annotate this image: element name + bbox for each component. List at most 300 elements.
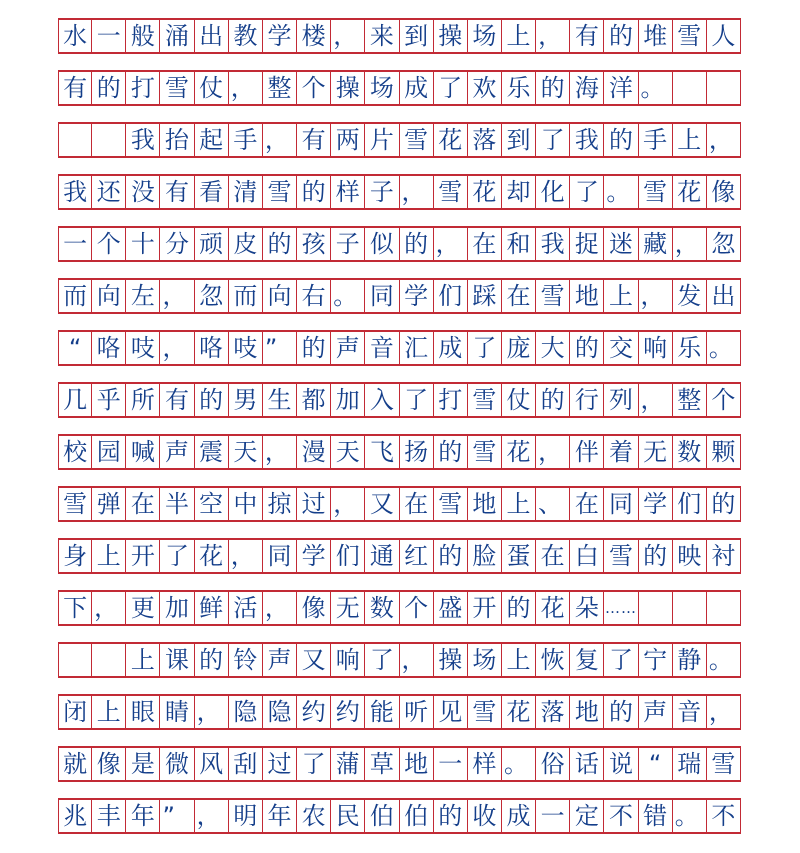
grid-cell: 脸: [468, 540, 502, 572]
grid-cell: 雪: [58, 488, 92, 520]
grid-cell: 伯: [365, 800, 399, 832]
grid-cell: ”: [160, 800, 194, 832]
grid-cell: 着: [604, 436, 638, 468]
grid-cell: 的: [570, 332, 604, 364]
grid-cell: 花: [195, 540, 229, 572]
grid-cell: 学: [400, 280, 434, 312]
grid-row: [58, 278, 741, 314]
grid-cell: 过: [297, 488, 331, 520]
grid-cell: ，: [331, 20, 365, 52]
grid-row: [58, 434, 741, 470]
grid-cell: 而: [58, 280, 92, 312]
grid-cell: 藏: [639, 228, 673, 260]
grid-cell: 而: [229, 280, 263, 312]
grid-cell: 的: [536, 72, 570, 104]
grid-cell: 我: [126, 124, 160, 156]
grid-cell: 的: [604, 20, 638, 52]
grid-cell: 左: [126, 280, 160, 312]
grid-cell: 在: [126, 488, 160, 520]
grid-cell: 过: [263, 748, 297, 780]
grid-cell: 了: [604, 644, 638, 676]
composition-sheet: [58, 0, 741, 853]
grid-cell: 喊: [126, 436, 160, 468]
grid-cell: 。: [502, 748, 536, 780]
grid-cell: 的: [92, 72, 126, 104]
grid-cell: 有: [160, 176, 194, 208]
grid-cell: 瑞: [673, 748, 707, 780]
grid-cell: 白: [570, 540, 604, 572]
grid-cell: 到: [502, 124, 536, 156]
grid-cell: 天: [331, 436, 365, 468]
grid-cell: 伯: [400, 800, 434, 832]
grid-cell: 蛋: [502, 540, 536, 572]
grid-cell: 了: [400, 384, 434, 416]
grid-cell: 。: [707, 332, 741, 364]
grid-row: [58, 538, 741, 574]
grid-cell: 明: [229, 800, 263, 832]
grid-cell: [707, 72, 741, 104]
grid-cell: 我: [58, 176, 92, 208]
grid-cell: 地: [468, 488, 502, 520]
grid-cell: 中: [229, 488, 263, 520]
grid-cell: 落: [468, 124, 502, 156]
grid-cell: 约: [297, 696, 331, 728]
grid-cell: 校: [58, 436, 92, 468]
grid-cell: 闭: [58, 696, 92, 728]
grid-cell: 向: [92, 280, 126, 312]
grid-cell: 不: [604, 800, 638, 832]
grid-cell: 学: [297, 540, 331, 572]
grid-cell: 映: [673, 540, 707, 572]
grid-cell: 微: [160, 748, 194, 780]
grid-cell: 操: [331, 72, 365, 104]
grid-cell: 不: [707, 800, 741, 832]
grid-cell: ”: [263, 332, 297, 364]
grid-cell: 吱: [229, 332, 263, 364]
grid-row: [58, 642, 741, 678]
grid-cell: 花: [502, 436, 536, 468]
grid-cell: ，: [400, 644, 434, 676]
grid-cell: ，: [434, 228, 468, 260]
grid-cell: 听: [400, 696, 434, 728]
grid-cell: 一: [434, 748, 468, 780]
grid-cell: 花: [434, 124, 468, 156]
grid-row: [58, 122, 741, 158]
grid-cell: [92, 124, 126, 156]
grid-cell: 的: [604, 124, 638, 156]
grid-cell: 天: [229, 436, 263, 468]
grid-row: [58, 746, 741, 782]
grid-cell: 上: [502, 20, 536, 52]
grid-cell: 扬: [400, 436, 434, 468]
grid-cell: 有: [160, 384, 194, 416]
grid-cell: 雪: [160, 72, 194, 104]
grid-cell: 俗: [536, 748, 570, 780]
grid-cell: 没: [126, 176, 160, 208]
grid-cell: 了: [468, 332, 502, 364]
grid-cell: 汇: [400, 332, 434, 364]
grid-cell: 成: [502, 800, 536, 832]
grid-cell: 迷: [604, 228, 638, 260]
grid-cell: 交: [604, 332, 638, 364]
grid-cell: 还: [92, 176, 126, 208]
grid-cell: 静: [673, 644, 707, 676]
grid-cell: 民: [331, 800, 365, 832]
grid-cell: 震: [195, 436, 229, 468]
grid-cell: 数: [365, 592, 399, 624]
grid-cell: “: [639, 748, 673, 780]
grid-cell: 红: [400, 540, 434, 572]
grid-cell: 雪: [400, 124, 434, 156]
grid-cell: ，: [263, 436, 297, 468]
grid-cell: 个: [400, 592, 434, 624]
grid-cell: 乐: [502, 72, 536, 104]
grid-cell: 有: [58, 72, 92, 104]
grid-cell: ，: [160, 280, 194, 312]
grid-cell: 样: [468, 748, 502, 780]
grid-cell: 列: [604, 384, 638, 416]
grid-cell: 来: [365, 20, 399, 52]
grid-cell: 活: [229, 592, 263, 624]
grid-cell: 忽: [195, 280, 229, 312]
grid-cell: 宁: [639, 644, 673, 676]
grid-cell: 所: [126, 384, 160, 416]
grid-cell: 隐: [229, 696, 263, 728]
grid-cell: 场: [468, 644, 502, 676]
grid-cell: 出: [195, 20, 229, 52]
grid-cell: 上: [502, 488, 536, 520]
grid-cell: 上: [126, 644, 160, 676]
grid-cell: 在: [468, 228, 502, 260]
grid-cell: 花: [536, 592, 570, 624]
grid-row: [58, 486, 741, 522]
grid-cell: 的: [400, 228, 434, 260]
grid-cell: 就: [58, 748, 92, 780]
grid-cell: 像: [707, 176, 741, 208]
grid-cell: 上: [92, 540, 126, 572]
grid-cell: ，: [195, 800, 229, 832]
grid-cell: ，: [536, 20, 570, 52]
grid-cell: 漫: [297, 436, 331, 468]
grid-cell: 子: [365, 176, 399, 208]
grid-cell: 盛: [434, 592, 468, 624]
grid-cell: 两: [331, 124, 365, 156]
grid-cell: 开: [126, 540, 160, 572]
grid-cell: [673, 592, 707, 624]
grid-cell: 音: [365, 332, 399, 364]
grid-cell: 说: [604, 748, 638, 780]
grid-cell: 上: [502, 644, 536, 676]
grid-cell: 学: [639, 488, 673, 520]
grid-cell: 成: [400, 72, 434, 104]
grid-cell: 化: [536, 176, 570, 208]
grid-cell: 又: [297, 644, 331, 676]
grid-cell: 颗: [707, 436, 741, 468]
grid-cell: 雪: [434, 176, 468, 208]
grid-cell: “: [58, 332, 92, 364]
grid-cell: 踩: [468, 280, 502, 312]
grid-cell: ……: [604, 592, 638, 624]
grid-cell: 铃: [229, 644, 263, 676]
grid-cell: 有: [570, 20, 604, 52]
grid-cell: 忽: [707, 228, 741, 260]
grid-cell: ，: [263, 124, 297, 156]
grid-cell: 仗: [195, 72, 229, 104]
grid-cell: 无: [331, 592, 365, 624]
grid-cell: 雪: [468, 384, 502, 416]
grid-cell: 操: [434, 20, 468, 52]
grid-row: [58, 226, 741, 262]
grid-cell: [707, 592, 741, 624]
grid-cell: 分: [160, 228, 194, 260]
grid-cell: 声: [160, 436, 194, 468]
grid-cell: 又: [365, 488, 399, 520]
grid-cell: 朵: [570, 592, 604, 624]
grid-cell: 雪: [639, 176, 673, 208]
grid-cell: 乐: [673, 332, 707, 364]
grid-cell: 风: [195, 748, 229, 780]
grid-cell: 声: [639, 696, 673, 728]
grid-cell: 收: [468, 800, 502, 832]
grid-cell: [639, 592, 673, 624]
grid-row: [58, 18, 741, 54]
grid-cell: 洋: [604, 72, 638, 104]
grid-cell: 响: [639, 332, 673, 364]
grid-cell: 雪: [468, 436, 502, 468]
grid-cell: 皮: [229, 228, 263, 260]
grid-cell: 个: [707, 384, 741, 416]
grid-cell: 的: [297, 332, 331, 364]
grid-cell: 地: [570, 696, 604, 728]
grid-cell: 顽: [195, 228, 229, 260]
grid-cell: 响: [331, 644, 365, 676]
grid-cell: 身: [58, 540, 92, 572]
grid-cell: 行: [570, 384, 604, 416]
grid-cell: 鲜: [195, 592, 229, 624]
grid-cell: 了: [536, 124, 570, 156]
grid-cell: 声: [331, 332, 365, 364]
grid-cell: 起: [195, 124, 229, 156]
grid-cell: 雪: [536, 280, 570, 312]
grid-cell: 堆: [639, 20, 673, 52]
grid-cell: 雪: [434, 488, 468, 520]
grid-cell: 同: [263, 540, 297, 572]
grid-cell: 丰: [92, 800, 126, 832]
grid-row: [58, 70, 741, 106]
grid-cell: 花: [673, 176, 707, 208]
grid-cell: 我: [536, 228, 570, 260]
grid-cell: 片: [365, 124, 399, 156]
grid-cell: 涌: [160, 20, 194, 52]
grid-cell: 。: [707, 644, 741, 676]
grid-cell: 我: [570, 124, 604, 156]
grid-cell: 在: [502, 280, 536, 312]
grid-row: [58, 330, 741, 366]
grid-cell: 在: [400, 488, 434, 520]
grid-cell: 几: [58, 384, 92, 416]
grid-cell: 咯: [195, 332, 229, 364]
grid-cell: 了: [160, 540, 194, 572]
grid-cell: 飞: [365, 436, 399, 468]
grid-cell: 雪: [673, 20, 707, 52]
grid-cell: 欢: [468, 72, 502, 104]
grid-cell: ，: [92, 592, 126, 624]
grid-cell: 定: [570, 800, 604, 832]
grid-cell: 乎: [92, 384, 126, 416]
grid-cell: 花: [502, 696, 536, 728]
grid-cell: 入: [365, 384, 399, 416]
grid-cell: 吱: [126, 332, 160, 364]
grid-cell: 。: [604, 176, 638, 208]
grid-cell: 数: [673, 436, 707, 468]
grid-cell: 庞: [502, 332, 536, 364]
grid-cell: 向: [263, 280, 297, 312]
grid-cell: 加: [331, 384, 365, 416]
grid-cell: 见: [434, 696, 468, 728]
grid-cell: 了: [297, 748, 331, 780]
grid-cell: 像: [297, 592, 331, 624]
grid-cell: ，: [229, 72, 263, 104]
grid-cell: 无: [639, 436, 673, 468]
grid-cell: 却: [502, 176, 536, 208]
grid-cell: 大: [536, 332, 570, 364]
grid-cell: ，: [639, 384, 673, 416]
grid-cell: 通: [365, 540, 399, 572]
grid-cell: 打: [126, 72, 160, 104]
grid-cell: 是: [126, 748, 160, 780]
grid-cell: 开: [468, 592, 502, 624]
grid-cell: 同: [604, 488, 638, 520]
grid-cell: 的: [195, 384, 229, 416]
grid-cell: 加: [160, 592, 194, 624]
grid-row: [58, 174, 741, 210]
grid-cell: 半: [160, 488, 194, 520]
grid-cell: [673, 72, 707, 104]
grid-cell: 都: [297, 384, 331, 416]
grid-cell: 个: [297, 72, 331, 104]
grid-cell: 伴: [570, 436, 604, 468]
grid-cell: [92, 644, 126, 676]
grid-cell: [58, 124, 92, 156]
grid-cell: 样: [331, 176, 365, 208]
grid-cell: 农: [297, 800, 331, 832]
grid-cell: 园: [92, 436, 126, 468]
grid-cell: 在: [536, 540, 570, 572]
grid-cell: ，: [673, 228, 707, 260]
grid-cell: 复: [570, 644, 604, 676]
grid-cell: 十: [126, 228, 160, 260]
grid-cell: 个: [92, 228, 126, 260]
grid-cell: ，: [229, 540, 263, 572]
grid-cell: ，: [400, 176, 434, 208]
grid-cell: 的: [195, 644, 229, 676]
grid-cell: 更: [126, 592, 160, 624]
grid-cell: 有: [297, 124, 331, 156]
grid-cell: 像: [92, 748, 126, 780]
grid-cell: 一: [58, 228, 92, 260]
grid-cell: 孩: [297, 228, 331, 260]
grid-cell: 下: [58, 592, 92, 624]
grid-cell: 似: [365, 228, 399, 260]
grid-cell: 场: [468, 20, 502, 52]
grid-cell: 抬: [160, 124, 194, 156]
grid-cell: 看: [195, 176, 229, 208]
grid-cell: 出: [707, 280, 741, 312]
grid-cell: 右: [297, 280, 331, 312]
grid-cell: 落: [536, 696, 570, 728]
grid-cell: 上: [673, 124, 707, 156]
grid-cell: 的: [536, 384, 570, 416]
grid-cell: 海: [570, 72, 604, 104]
grid-cell: 子: [331, 228, 365, 260]
grid-cell: 生: [263, 384, 297, 416]
grid-cell: 的: [502, 592, 536, 624]
grid-cell: 一: [536, 800, 570, 832]
grid-cell: 场: [365, 72, 399, 104]
grid-cell: 年: [126, 800, 160, 832]
grid-cell: 花: [468, 176, 502, 208]
grid-cell: 约: [331, 696, 365, 728]
grid-cell: 恢: [536, 644, 570, 676]
grid-cell: 空: [195, 488, 229, 520]
grid-cell: 到: [400, 20, 434, 52]
grid-cell: 手: [639, 124, 673, 156]
grid-cell: 成: [434, 332, 468, 364]
grid-cell: 。: [639, 72, 673, 104]
grid-row: [58, 382, 741, 418]
grid-cell: ，: [639, 280, 673, 312]
grid-cell: 雪: [604, 540, 638, 572]
grid-cell: 仗: [502, 384, 536, 416]
grid-cell: 睛: [160, 696, 194, 728]
grid-cell: 草: [365, 748, 399, 780]
grid-cell: 课: [160, 644, 194, 676]
grid-cell: 能: [365, 696, 399, 728]
grid-cell: ，: [263, 592, 297, 624]
grid-row: [58, 694, 741, 730]
grid-cell: 错: [639, 800, 673, 832]
grid-cell: 上: [604, 280, 638, 312]
grid-cell: 男: [229, 384, 263, 416]
grid-cell: 话: [570, 748, 604, 780]
grid-cell: 声: [263, 644, 297, 676]
grid-cell: 在: [570, 488, 604, 520]
grid-cell: 雪: [707, 748, 741, 780]
grid-cell: 一: [92, 20, 126, 52]
grid-cell: 的: [604, 696, 638, 728]
grid-cell: ，: [536, 436, 570, 468]
grid-cell: 音: [673, 696, 707, 728]
grid-cell: 蒲: [331, 748, 365, 780]
grid-cell: 发: [673, 280, 707, 312]
grid-cell: 整: [263, 72, 297, 104]
grid-cell: 兆: [58, 800, 92, 832]
grid-cell: 们: [434, 280, 468, 312]
grid-cell: 们: [331, 540, 365, 572]
grid-cell: 操: [434, 644, 468, 676]
grid-cell: 掠: [263, 488, 297, 520]
grid-cell: 的: [434, 436, 468, 468]
grid-cell: ，: [160, 332, 194, 364]
grid-cell: 。: [673, 800, 707, 832]
grid-cell: 咯: [92, 332, 126, 364]
grid-cell: ，: [195, 696, 229, 728]
grid-cell: 般: [126, 20, 160, 52]
grid-cell: 雪: [468, 696, 502, 728]
grid-row: [58, 590, 741, 626]
grid-cell: 人: [707, 20, 741, 52]
grid-cell: 和: [502, 228, 536, 260]
